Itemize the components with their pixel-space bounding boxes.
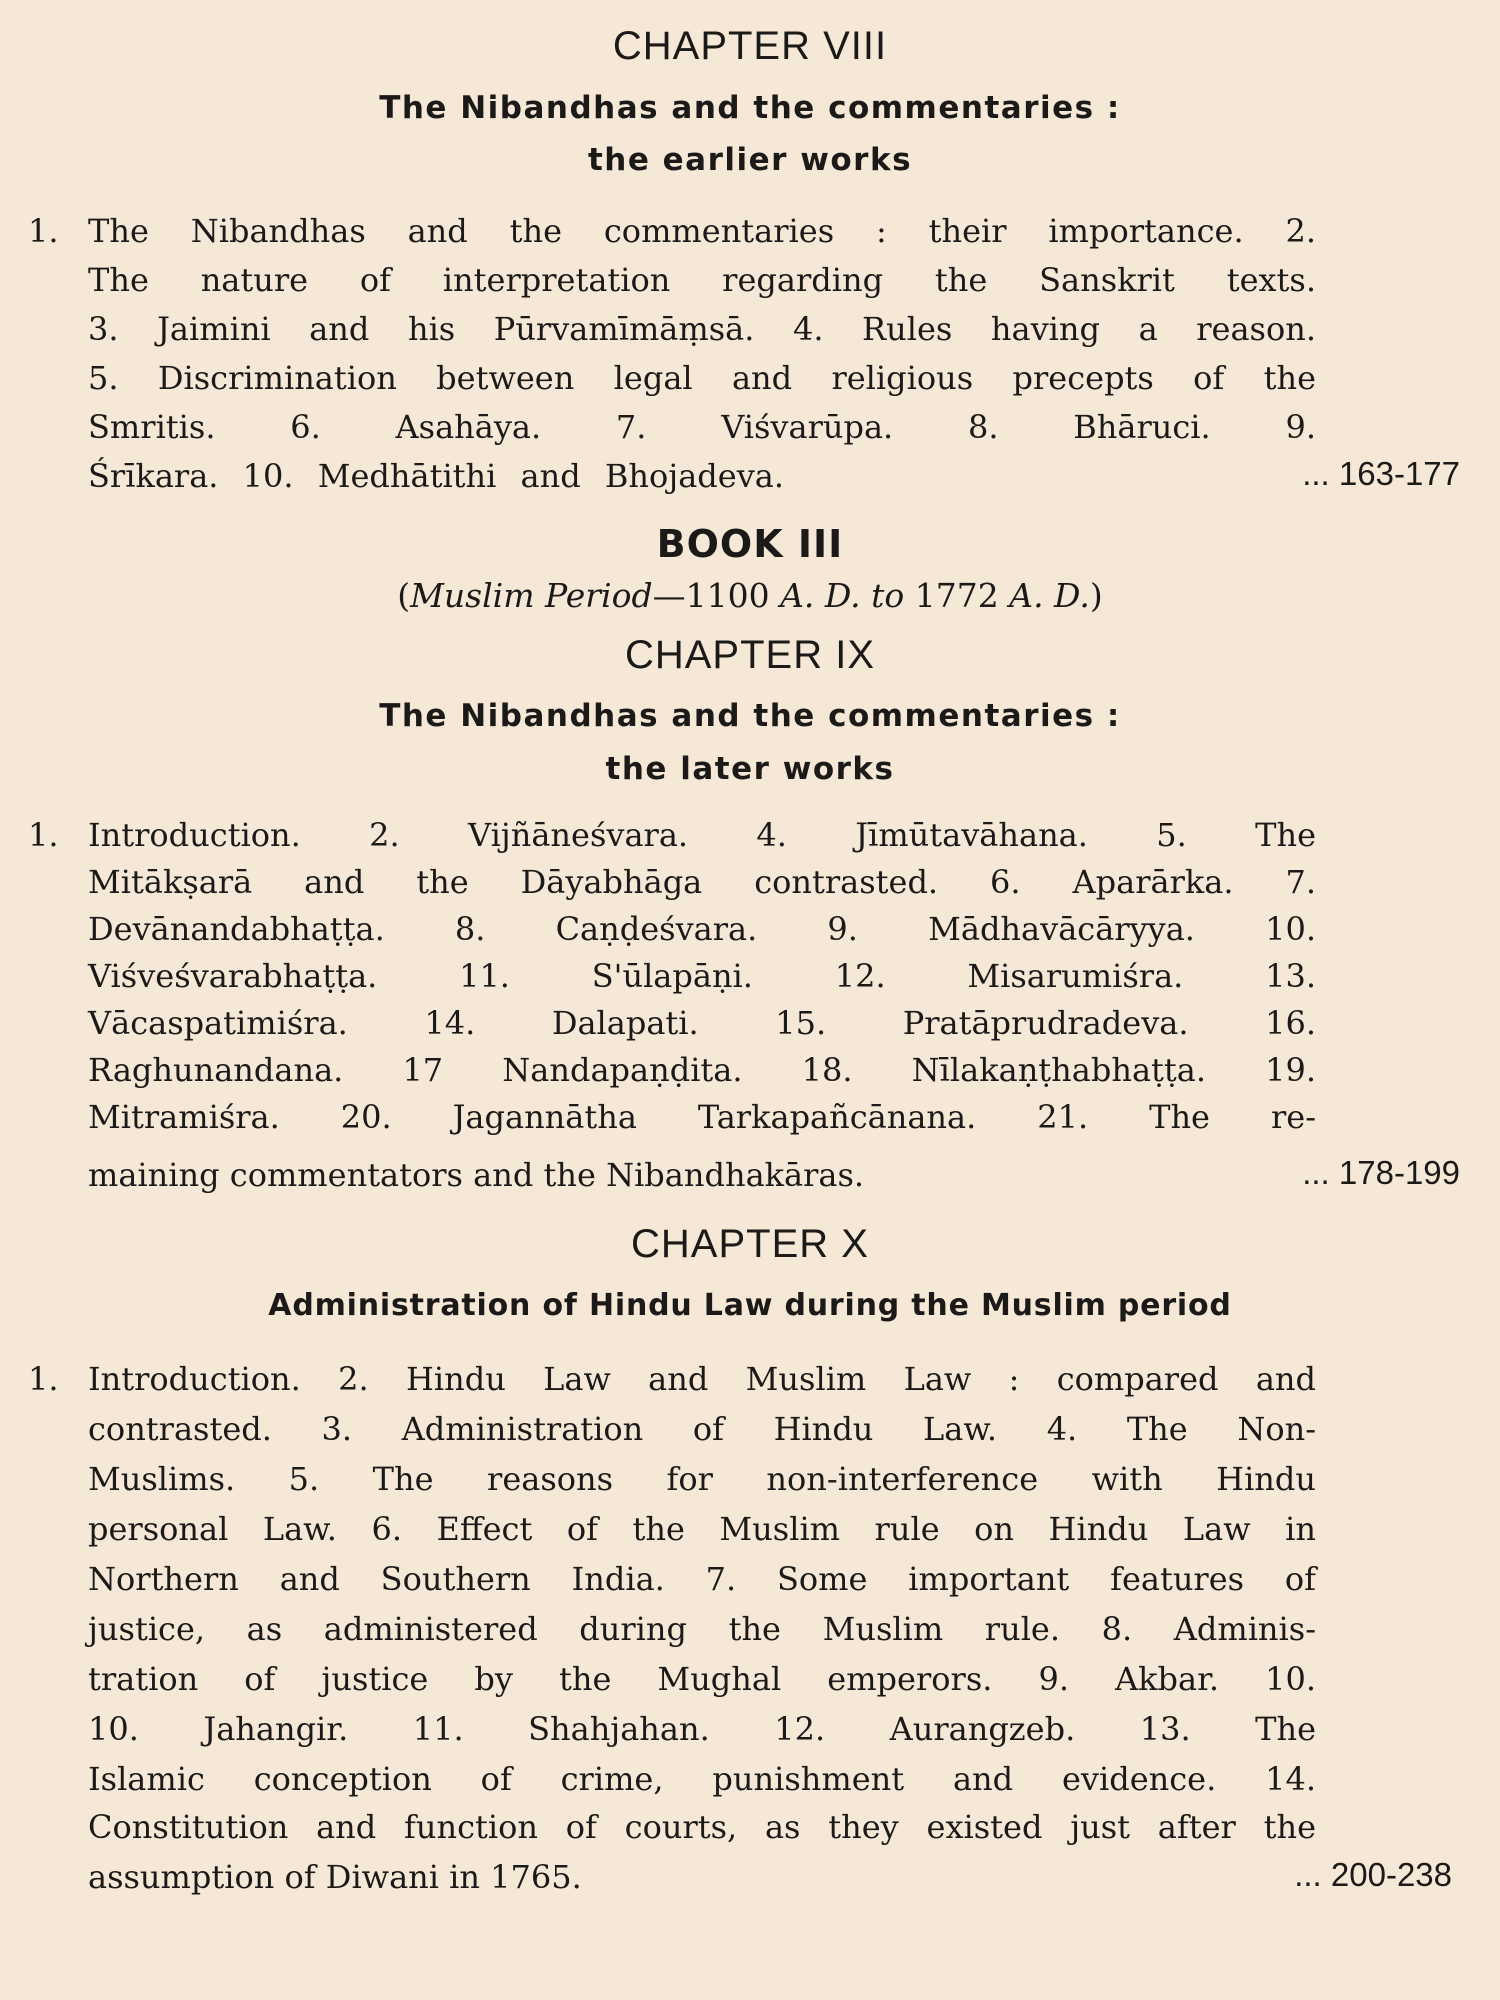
chapter-10-line: Constitution and function of courts, as they existed just after the: [88, 1808, 1316, 1846]
chapter-8-line: Śrīkara. 10. Medhātithi and Bhojadeva.: [88, 457, 785, 495]
chapter-8-heading: CHAPTER VIII: [612, 24, 888, 68]
chapter-9-line: Devānandabhaṭṭa. 8. Caṇḍeśvara. 9. Mādhavācāryya. 10.: [88, 910, 1316, 948]
chapter-8-title-line-2: the earlier works: [587, 142, 913, 178]
chapter-9-heading: CHAPTER IX: [624, 633, 876, 677]
chapter-10-line: 10. Jahangir. 11. Shahjahan. 12. Aurangzeb. 13. The: [88, 1710, 1316, 1748]
chapter-9-line: Viśveśvarabhaṭṭa. 11. S'ūlapāṇi. 12. Misarumiśra. 13.: [88, 957, 1316, 995]
chapter-10-heading: CHAPTER X: [631, 1222, 869, 1266]
chapter-8-title-line-1: The Nibandhas and the commentaries :: [379, 90, 1121, 126]
chapter-10-line: Muslims. 5. The reasons for non-interference with Hindu: [88, 1460, 1316, 1498]
book-3-period: (Muslim Period—1100 A. D. to 1772 A. D.): [397, 576, 1103, 615]
chapter-9-pages: ... 178-199: [1302, 1154, 1460, 1191]
chapter-9-title-line-1: The Nibandhas and the commentaries :: [379, 698, 1121, 734]
chapter-10-line: personal Law. 6. Effect of the Muslim rule on Hindu Law in: [88, 1510, 1316, 1548]
chapter-10-line: assumption of Diwani in 1765.: [88, 1858, 582, 1896]
chapter-10-title: Administration of Hindu Law during the Muslim period: [268, 1288, 1232, 1323]
chapter-8-line: 5. Discrimination between legal and religious precepts of the: [88, 359, 1316, 397]
book-3-heading: BOOK III: [656, 522, 844, 566]
chapter-10-line: Introduction. 2. Hindu Law and Muslim Law : compared and: [88, 1360, 1316, 1398]
chapter-9-line: maining commentators and the Nibandhakāras.: [88, 1156, 865, 1194]
chapter-10-line: contrasted. 3. Administration of Hindu Law. 4. The Non-: [88, 1410, 1316, 1448]
chapter-10-line: Northern and Southern India. 7. Some important features of: [88, 1560, 1316, 1598]
chapter-9-title-line-2: the later works: [605, 751, 895, 787]
chapter-10-pages: ... 200-238: [1294, 1856, 1452, 1893]
chapter-8-line: The Nibandhas and the commentaries : their importance. 2.: [88, 212, 1316, 250]
chapter-10-line: tration of justice by the Mughal emperors. 9. Akbar. 10.: [88, 1660, 1316, 1698]
chapter-9-line: Mitākṣarā and the Dāyabhāga contrasted. 6. Aparārka. 7.: [88, 863, 1316, 901]
chapter-9-line: Raghunandana. 17 Nandapaṇḍita. 18. Nīlakaṇṭhabhaṭṭa. 19.: [88, 1051, 1316, 1089]
chapter-9-line: Introduction. 2. Vijñāneśvara. 4. Jīmūtavāhana. 5. The: [88, 816, 1316, 854]
chapter-10-line: justice, as administered during the Muslim rule. 8. Adminis-: [88, 1610, 1316, 1648]
chapter-8-line: The nature of interpretation regarding the Sanskrit texts.: [88, 261, 1316, 299]
chapter-8-line: Smritis. 6. Asahāya. 7. Viśvarūpa. 8. Bhāruci. 9.: [88, 408, 1316, 446]
chapter-8-pages: ... 163-177: [1302, 455, 1460, 492]
chapter-9-number: 1.: [28, 816, 59, 854]
chapter-8-line: 3. Jaimini and his Pūrvamīmāṃsā. 4. Rules having a reason.: [88, 310, 1316, 348]
chapter-10-line: Islamic conception of crime, punishment and evidence. 14.: [88, 1760, 1316, 1798]
chapter-9-line: Mitramiśra. 20. Jagannātha Tarkapañcānana. 21. The re-: [88, 1098, 1316, 1136]
chapter-9-line: Vācaspatimiśra. 14. Dalapati. 15. Pratāprudradeva. 16.: [88, 1004, 1316, 1042]
chapter-10-number: 1.: [28, 1360, 59, 1398]
chapter-8-number: 1.: [28, 212, 59, 250]
